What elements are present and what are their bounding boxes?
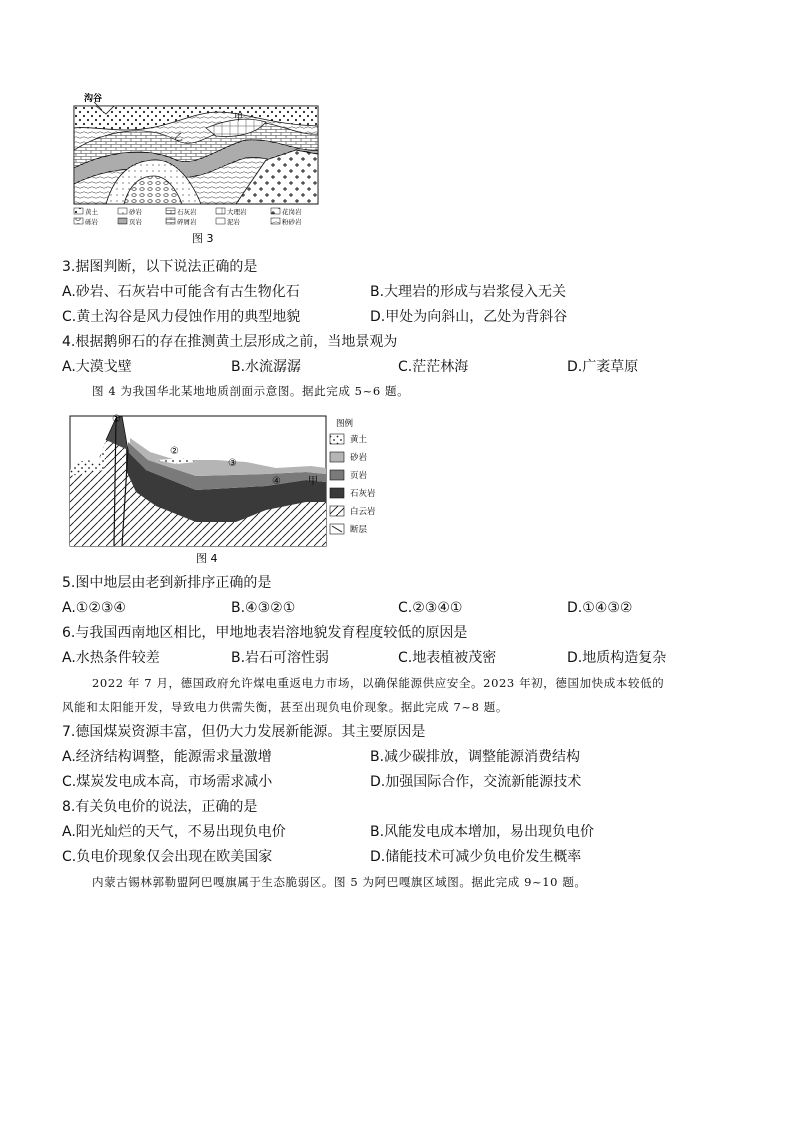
question-6-stem: 6.与我国西南地区相比，甲地地表岩溶地貌发育程度较低的原因是 xyxy=(62,625,468,641)
question-3-stem: 3.据图判断，以下说法正确的是 xyxy=(62,259,258,275)
q8-option-c: C.负电价现象仅会出现在欧美国家 xyxy=(62,849,273,865)
q5-option-a: A.①②③④ xyxy=(62,600,126,616)
legend-f3-8: 泥岩 xyxy=(227,218,240,226)
q4-option-a: A.大漠戈壁 xyxy=(62,359,132,375)
figure-3-caption: 图 3 xyxy=(192,232,214,245)
question-7-stem: 7.德国煤炭资源丰富，但仍大力发展新能源。其主要原因是 xyxy=(62,724,426,740)
q7-option-d: D.加强国际合作，交流新能源技术 xyxy=(370,774,582,790)
legend-f4-1: 砂岩 xyxy=(350,453,368,463)
gully-label: 沟谷 xyxy=(84,94,103,104)
q6-option-a: A.水热条件较差 xyxy=(62,650,160,666)
legend-f4-3: 石灰岩 xyxy=(350,489,376,499)
figure-3-diagram xyxy=(66,90,326,250)
q4-option-b: B.水流潺潺 xyxy=(231,359,302,375)
label-jia: 甲 xyxy=(234,113,244,123)
q8-option-d: D.储能技术可减少负电价发生概率 xyxy=(370,849,582,865)
figure-4 xyxy=(66,410,406,570)
marker-3: ③ xyxy=(228,458,237,469)
question-8-stem: 8.有关负电价的说法，正确的是 xyxy=(62,799,258,815)
q5-option-d: D.①④③② xyxy=(567,600,633,616)
intro-7-8-line-2: 风能和太阳能开发，导致电力供需失衡，甚至出现负电价现象。据此完成 7~8 题。 xyxy=(62,700,508,714)
q5-option-c: C.②③④① xyxy=(398,600,463,616)
legend-f3-3: 大理岩 xyxy=(227,208,247,216)
q3-option-c: C.黄土沟谷是风力侵蚀作用的典型地貌 xyxy=(62,309,301,325)
q3-option-b: B.大理岩的形成与岩浆侵入无关 xyxy=(370,284,567,300)
q6-option-d: D.地质构造复杂 xyxy=(567,650,667,666)
label-yi: 乙 xyxy=(174,133,184,143)
legend-title: 图例 xyxy=(336,419,354,429)
q6-option-b: B.岩石可溶性弱 xyxy=(231,650,330,666)
marker-2: ② xyxy=(170,446,179,457)
legend-f3-2: 石灰岩 xyxy=(177,208,197,216)
intro-9-10: 内蒙古锡林郭勒盟阿巴嘎旗属于生态脆弱区。图 5 为阿巴嘎旗区域图。据此完成 9~10 题。 xyxy=(92,875,587,889)
legend-f3-7: 碎屑岩 xyxy=(177,218,197,226)
q6-option-c: C.地表植被茂密 xyxy=(398,650,497,666)
legend-f4-0: 黄土 xyxy=(350,435,368,445)
q3-option-d: D.甲处为向斜山，乙处为背斜谷 xyxy=(370,309,568,325)
figure-4-diagram xyxy=(66,410,406,570)
q7-option-b: B.减少碳排放，调整能源消费结构 xyxy=(370,749,581,765)
legend-f3-6: 页岩 xyxy=(129,218,142,226)
legend-f4-5: 断层 xyxy=(350,525,368,535)
legend-f3-5: 砾岩 xyxy=(85,218,98,226)
intro-7-8-line-1: 2022 年 7 月，德国政府允许煤电重返电力市场，以确保能源供应安全。2023 年初，德国加快成本较低的 xyxy=(92,676,665,690)
q7-option-a: A.经济结构调整，能源需求量激增 xyxy=(62,749,272,765)
marker-1: ① xyxy=(112,414,121,425)
figure-4-label-jia: 甲 xyxy=(308,476,318,487)
legend-f3-1: 砂岩 xyxy=(129,208,142,216)
question-4-stem: 4.根据鹅卵石的存在推测黄土层形成之前，当地景观为 xyxy=(62,334,398,350)
q8-option-b: B.风能发电成本增加，易出现负电价 xyxy=(370,824,595,840)
q4-option-c: C.茫茫林海 xyxy=(398,359,469,375)
legend-f3-0: 黄土 xyxy=(85,208,98,216)
marker-4: ④ xyxy=(272,476,281,487)
q4-option-d: D.广袤草原 xyxy=(567,359,639,375)
question-5-stem: 5.图中地层由老到新排序正确的是 xyxy=(62,575,272,591)
intro-5-6: 图 4 为我国华北某地地质剖面示意图。据此完成 5~6 题。 xyxy=(92,384,410,398)
q3-option-a: A.砂岩、石灰岩中可能含有古生物化石 xyxy=(62,284,300,300)
q5-option-b: B.④③②① xyxy=(231,600,296,616)
legend-f4-4: 白云岩 xyxy=(350,507,376,517)
figure-4-caption: 图 4 xyxy=(196,552,218,565)
q7-option-c: C.煤炭发电成本高，市场需求减小 xyxy=(62,774,273,790)
legend-f3-4: 花岗岩 xyxy=(282,208,302,216)
figure-3 xyxy=(66,90,326,250)
legend-f3-9: 粉砂岩 xyxy=(282,218,302,226)
legend-f4-2: 页岩 xyxy=(350,471,368,481)
q8-option-a: A.阳光灿烂的天气，不易出现负电价 xyxy=(62,824,286,840)
